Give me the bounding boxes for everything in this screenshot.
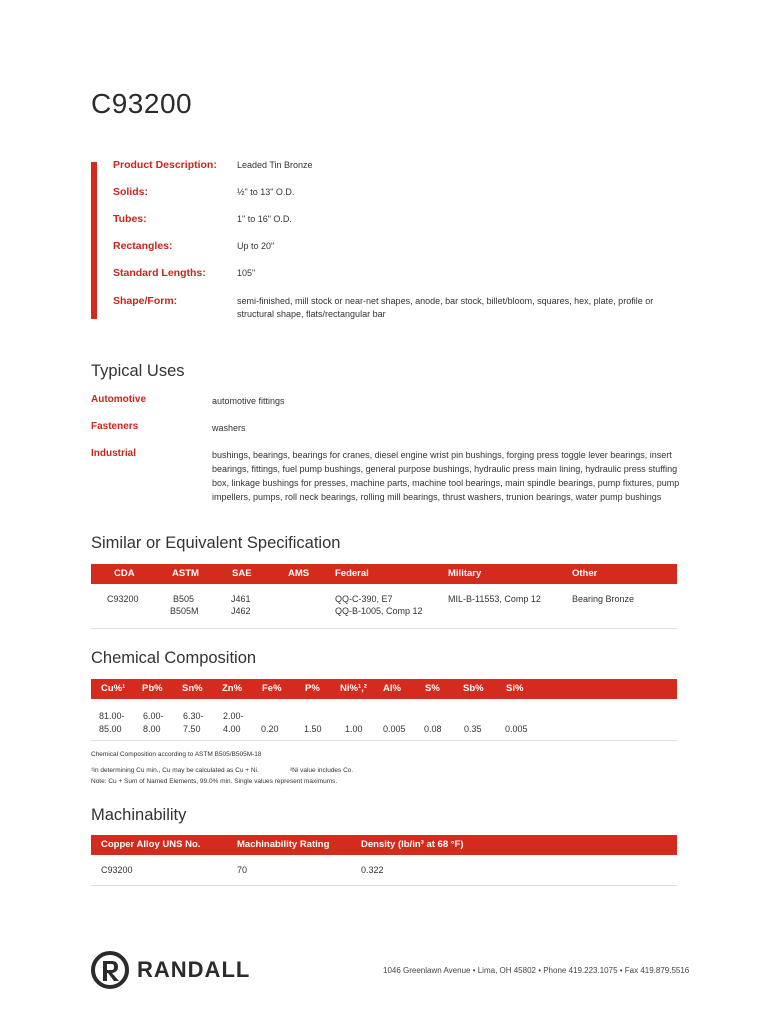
spec-divider [91,628,677,629]
machinability-heading: Machinability [91,806,187,824]
footer-address: 1046 Greenlawn Avenue • Lima, OH 45802 • Phone 419.223.1075 • Fax 419.879.5516 [383,966,690,975]
chem-footnote-1: ¹In determining Cu min., Cu may be calculated as Cu + Ni. [91,767,259,774]
spec-sae-2: J462 [231,606,251,616]
spec-federal-2: QQ-B-1005, Comp 12 [335,606,423,616]
standard-lengths-value: 105" [237,268,256,278]
chem-th-cu: Cu%¹ [101,683,126,694]
mach-density: 0.322 [361,865,384,875]
mach-table-header [91,835,677,855]
solids-label: Solids: [113,186,149,198]
spec-th-cda: CDA [114,568,135,579]
chem-divider [91,740,677,741]
chem-s: 0.08 [424,724,442,734]
spec-th-military: Military [448,568,482,579]
chem-th-sn: Sn% [182,683,203,694]
randall-logo-icon [90,950,130,990]
spec-th-sae: SAE [232,568,252,579]
chem-zn-1: 2.00- [223,711,244,721]
chem-footnote-2: ²Ni value includes Co. [290,767,354,774]
use-value-fasteners: washers [212,423,246,433]
standard-lengths-label: Standard Lengths: [113,267,206,279]
mach-divider [91,885,677,886]
spec-astm-2: B505M [170,606,199,616]
mach-th-rating: Machinability Rating [237,839,330,850]
spec-th-federal: Federal [335,568,369,579]
chem-th-si: Si% [506,683,524,694]
chem-th-s: S% [425,683,440,694]
chem-al: 0.005 [383,724,406,734]
chem-pb-1: 6.00- [143,711,164,721]
spec-other: Bearing Bronze [572,594,635,604]
use-label-industrial: Industrial [91,448,137,459]
spec-astm-1: B505 [173,594,195,604]
chem-th-zn: Zn% [222,683,243,694]
chem-th-al: Al% [383,683,401,694]
chem-si: 0.005 [505,724,528,734]
use-label-fasteners: Fasteners [91,421,139,432]
chem-sn-1: 6.30- [183,711,204,721]
chem-heading: Chemical Composition [91,649,257,667]
page-title: C93200 [91,88,193,119]
chem-sn-2: 7.50 [183,724,201,734]
accent-bar [91,162,97,319]
solids-value: ½" to 13" O.D. [237,187,295,197]
mach-th-density: Density (lb/in³ at 68 °F) [361,839,464,850]
spec-heading: Similar or Equivalent Specification [91,534,341,552]
spec-cda: C93200 [107,594,139,604]
chem-th-fe: Fe% [262,683,282,694]
chem-table-row [91,708,677,738]
mach-uns: C93200 [101,865,133,875]
use-value-industrial: bushings, bearings, bearings for cranes, diesel engine wrist pin bushings, forging press toggle lever bearings, insert bearings, fittings, fuel pump bushings, general purpose bushings, hydraulic press main lining, hydraulic press stuffing box, linkage bushings for presses, machine parts, machine tool bearings, main spindle bearings, pump fixtures, pump impellers, pumps, roll neck bearings, rolling mill bearings, thrust washers, trunion bearings, water pump bushings [212,450,680,502]
product-description-value: Leaded Tin Bronze [237,160,313,170]
chem-note-sum: Note: Cu + Sum of Named Elements, 99.0% min. Single values represent maximums. [91,778,338,785]
chem-cu-1: 81.00- [99,711,125,721]
brand-name: RANDALL [137,957,251,982]
chem-cu-2: 85.00 [99,724,122,734]
chem-th-sb: Sb% [463,683,484,694]
rectangles-value: Up to 20" [237,241,275,251]
chem-pb-2: 8.00 [143,724,161,734]
chem-p: 1.50 [304,724,322,734]
spec-table-header [91,564,677,584]
chem-zn-2: 4.00 [223,724,241,734]
chem-fe: 0.20 [261,724,279,734]
spec-military: MIL-B-11553, Comp 12 [448,594,541,604]
spec-th-ams: AMS [288,568,310,579]
chem-note-astm: Chemical Composition according to ASTM B505/B505M-18 [91,751,262,758]
chem-th-pb: Pb% [142,683,163,694]
chem-ni: 1.00 [345,724,363,734]
chem-table-header [91,679,677,699]
spec-th-other: Other [572,568,598,579]
spec-sae-1: J461 [231,594,251,604]
mach-rating: 70 [237,865,248,875]
shape-form-value: semi-finished, mill stock or near-net shapes, anode, bar stock, billet/bloom, squares, hex, plate, profile or structural shape, flats/rectangular bar [237,296,654,319]
shape-form-label: Shape/Form: [113,295,178,307]
tubes-value: 1" to 16" O.D. [237,214,292,224]
chem-th-ni: Ni%¹,² [340,683,367,694]
use-value-automotive: automotive fittings [212,396,285,406]
spec-th-astm: ASTM [172,568,199,579]
mach-th-uns: Copper Alloy UNS No. [101,839,201,850]
tubes-label: Tubes: [113,213,147,225]
rectangles-label: Rectangles: [113,240,173,252]
product-description-label: Product Description: [113,159,217,171]
spec-table-row [91,591,677,627]
chem-th-p: P% [305,683,320,694]
typical-uses-heading: Typical Uses [91,362,185,380]
spec-federal-1: QQ-C-390, E7 [335,594,393,604]
mach-table-row [91,862,677,882]
use-label-automotive: Automotive [91,394,146,405]
chem-sb: 0.35 [464,724,482,734]
